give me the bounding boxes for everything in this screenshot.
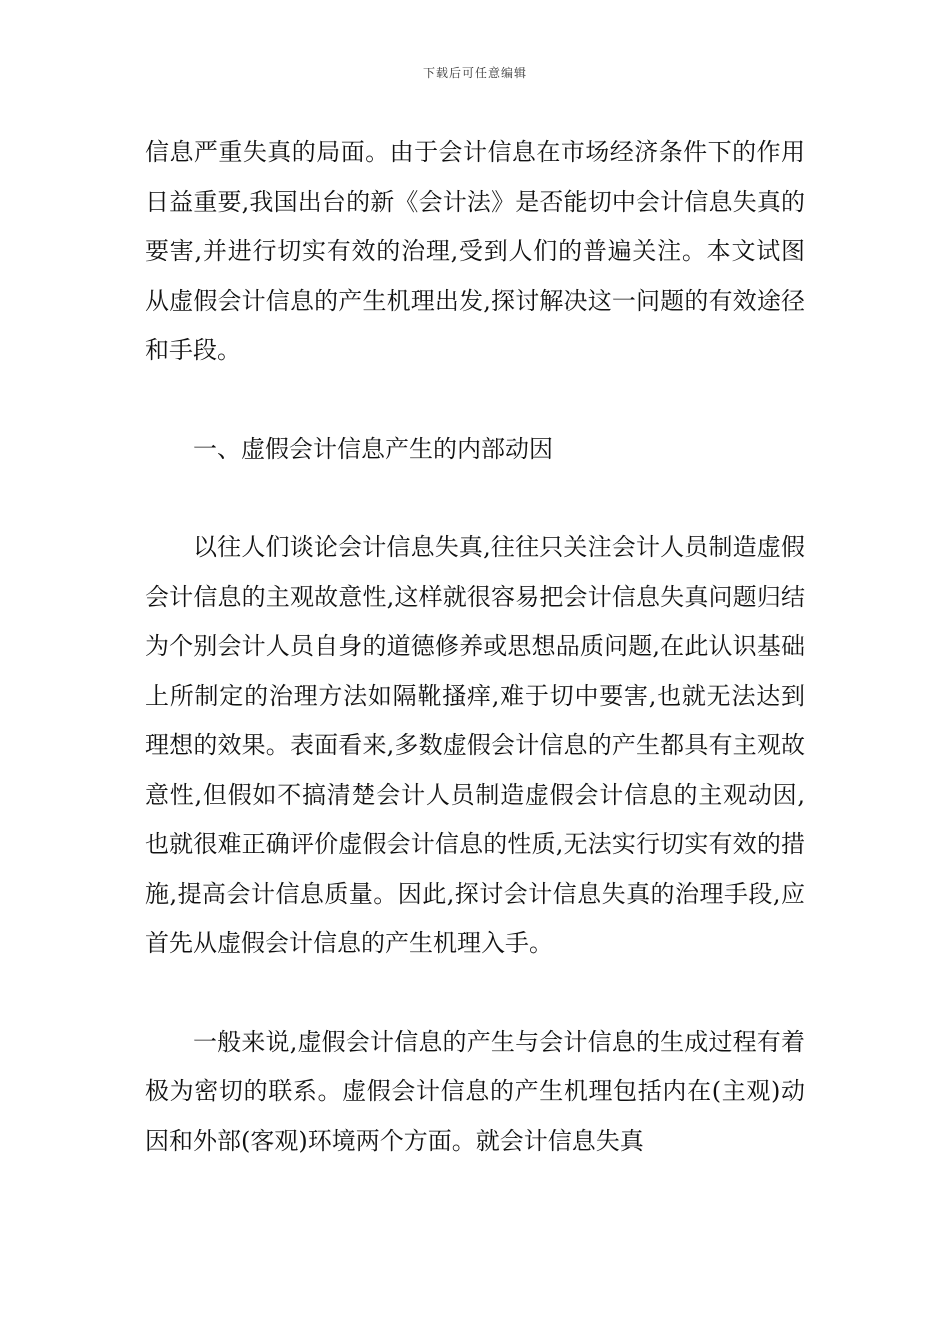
document-body	[145, 128, 805, 1166]
section-heading: 一、虚假会计信息产生的内部动因	[193, 434, 553, 463]
page-header: 下载后可任意编辑	[422, 66, 527, 80]
paragraph-mechanism: 一般来说,虚假会计信息的产生与会计信息的生成过程有着极为密切的联系。虚假会计信息的产生机理包括内在(主观)动因和外部(客观)环境两个方面。就会计信息失真	[145, 1027, 805, 1155]
paragraph-intro: 信息严重失真的局面。由于会计信息在市场经济条件下的作用日益重要,我国出台的新《会计法》是否能切中会计信息失真的要害,并进行切实有效的治理,受到人们的普遍关注。本文试图从虚假会计信息的产生机理出发,探讨解决这一问题的有效途径和手段。	[145, 138, 805, 364]
paragraph-internal-motive: 以往人们谈论会计信息失真,往往只关注会计人员制造虚假会计信息的主观故意性,这样就很容易把会计信息失真问题归结为个别会计人员自身的道德修养或思想品质问题,在此认识基础上所制定的治理方法如隔靴搔痒,难于切中要害,也就无法达到理想的效果。表面看来,多数虚假会计信息的产生都具有主观故意性,但假如不搞清楚会计人员制造虚假会计信息的主观动因,也就很难正确评价虚假会计信息的性质,无法实行切实有效的措施,提高会计信息质量。因此,探讨会计信息失真的治理手段,应首先从虚假会计信息的产生机理入手。	[145, 533, 805, 957]
